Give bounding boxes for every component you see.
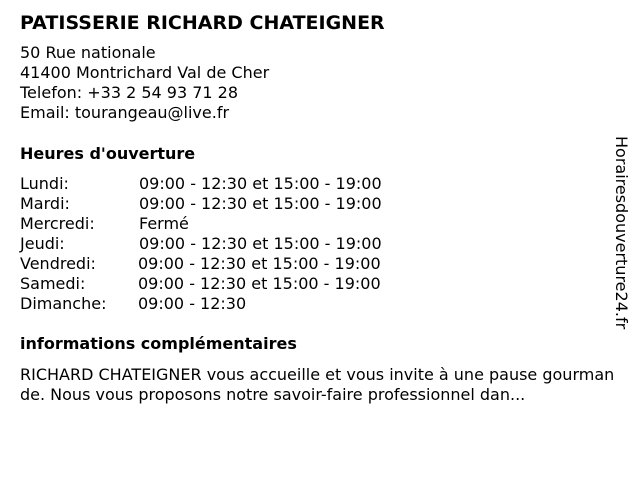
day-label: Lundi: (20, 174, 69, 193)
time-value: 09:00 - 12:30 (138, 294, 247, 313)
day-label: Mardi: (20, 194, 70, 213)
time-value: 09:00 - 12:30 et 15:00 - 19:00 (138, 274, 381, 293)
day-label: Dimanche: (20, 294, 107, 313)
time-value: 09:00 - 12:30 et 15:00 - 19:00 (138, 254, 381, 273)
address-street: 50 Rue nationale (20, 43, 156, 62)
business-name: PATISSERIE RICHARD CHATEIGNER (20, 12, 385, 34)
phone-number[interactable]: Telefon: +33 2 54 93 71 28 (20, 83, 239, 102)
time-value: 09:00 - 12:30 et 15:00 - 19:00 (139, 174, 382, 193)
time-value: 09:00 - 12:30 et 15:00 - 19:00 (139, 234, 382, 253)
address-block (20, 43, 269, 123)
day-label: Vendredi: (20, 254, 96, 273)
time-value: 09:00 - 12:30 et 15:00 - 19:00 (139, 194, 382, 213)
address-city: 41400 Montrichard Val de Cher (20, 63, 270, 82)
time-value: Fermé (139, 214, 189, 233)
day-label: Samedi: (20, 274, 86, 293)
email-address[interactable]: Email: tourangeau@live.fr (20, 103, 230, 122)
info-heading: informations complémentaires (20, 334, 297, 353)
hours-heading: Heures d'ouverture (20, 144, 196, 163)
site-watermark: Horairesdouverture24.fr (612, 136, 631, 330)
day-label: Mercredi: (20, 214, 95, 233)
day-label: Jeudi: (20, 234, 65, 253)
info-description: RICHARD CHATEIGNER vous accueille et vous invite à une pause gourmande. Nous vous proposons notre savoir-faire professionnel dan... (20, 365, 615, 404)
